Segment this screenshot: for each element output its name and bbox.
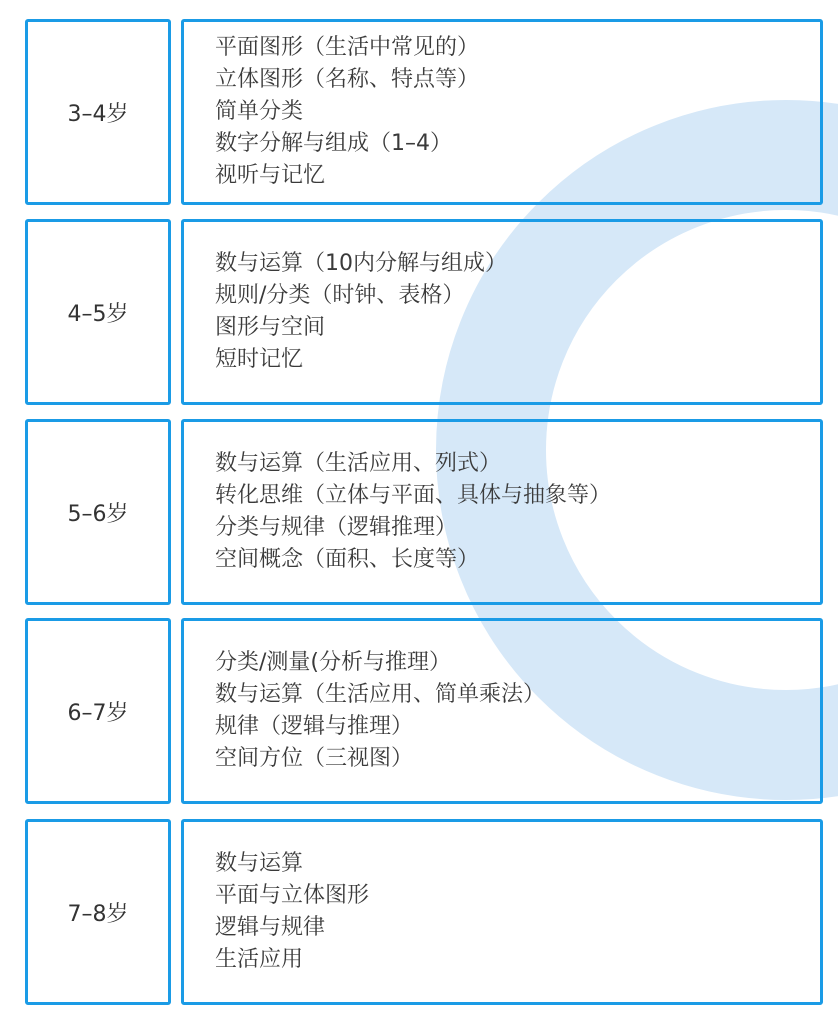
age-label: 6–7岁 — [67, 700, 129, 726]
topic-item: 分类/测量(分析与推理） — [215, 650, 451, 675]
topic-item: 数与运算（生活应用、列式） — [215, 451, 502, 476]
topic-item: 图形与空间 — [215, 315, 326, 340]
topic-item: 分类与规律（逻辑推理） — [215, 515, 458, 540]
curriculum-row-2 — [0, 219, 838, 405]
topics-box — [181, 219, 823, 405]
age-label: 5–6岁 — [67, 501, 129, 527]
topic-item: 数与运算（生活应用、简单乘法） — [215, 682, 546, 707]
age-label: 7–8岁 — [67, 901, 129, 927]
topic-item: 数与运算 — [215, 851, 304, 876]
topic-item: 逻辑与规律 — [215, 915, 326, 940]
topics-box — [181, 19, 823, 205]
curriculum-row-1 — [0, 19, 838, 205]
topic-item: 数字分解与组成（1–4） — [215, 131, 452, 156]
age-label-box — [25, 618, 171, 804]
topic-item: 简单分类 — [215, 99, 304, 124]
topic-item: 空间概念（面积、长度等） — [215, 547, 480, 572]
topics-box — [181, 419, 823, 605]
curriculum-row-3 — [0, 419, 838, 605]
age-label: 4–5岁 — [67, 301, 129, 327]
age-label-box — [25, 219, 171, 405]
topic-item: 平面图形（生活中常见的） — [215, 35, 480, 60]
age-label: 3–4岁 — [67, 101, 129, 127]
topic-item: 平面与立体图形 — [215, 883, 370, 908]
topic-item: 短时记忆 — [215, 347, 304, 372]
curriculum-row-4 — [0, 618, 838, 804]
topic-item: 空间方位（三视图） — [215, 746, 414, 771]
topic-item: 视听与记忆 — [215, 163, 326, 188]
age-label-box — [25, 819, 171, 1005]
topic-item: 生活应用 — [215, 947, 304, 972]
age-label-box — [25, 19, 171, 205]
topics-box — [181, 819, 823, 1005]
age-label-box — [25, 419, 171, 605]
topic-item: 规则/分类（时钟、表格） — [215, 283, 465, 308]
topic-item: 数与运算（10内分解与组成） — [215, 251, 507, 276]
curriculum-row-5 — [0, 819, 838, 1005]
topic-item: 转化思维（立体与平面、具体与抽象等） — [215, 483, 612, 508]
topics-box — [181, 618, 823, 804]
topic-item: 立体图形（名称、特点等） — [215, 67, 480, 92]
topic-item: 规律（逻辑与推理） — [215, 714, 414, 739]
